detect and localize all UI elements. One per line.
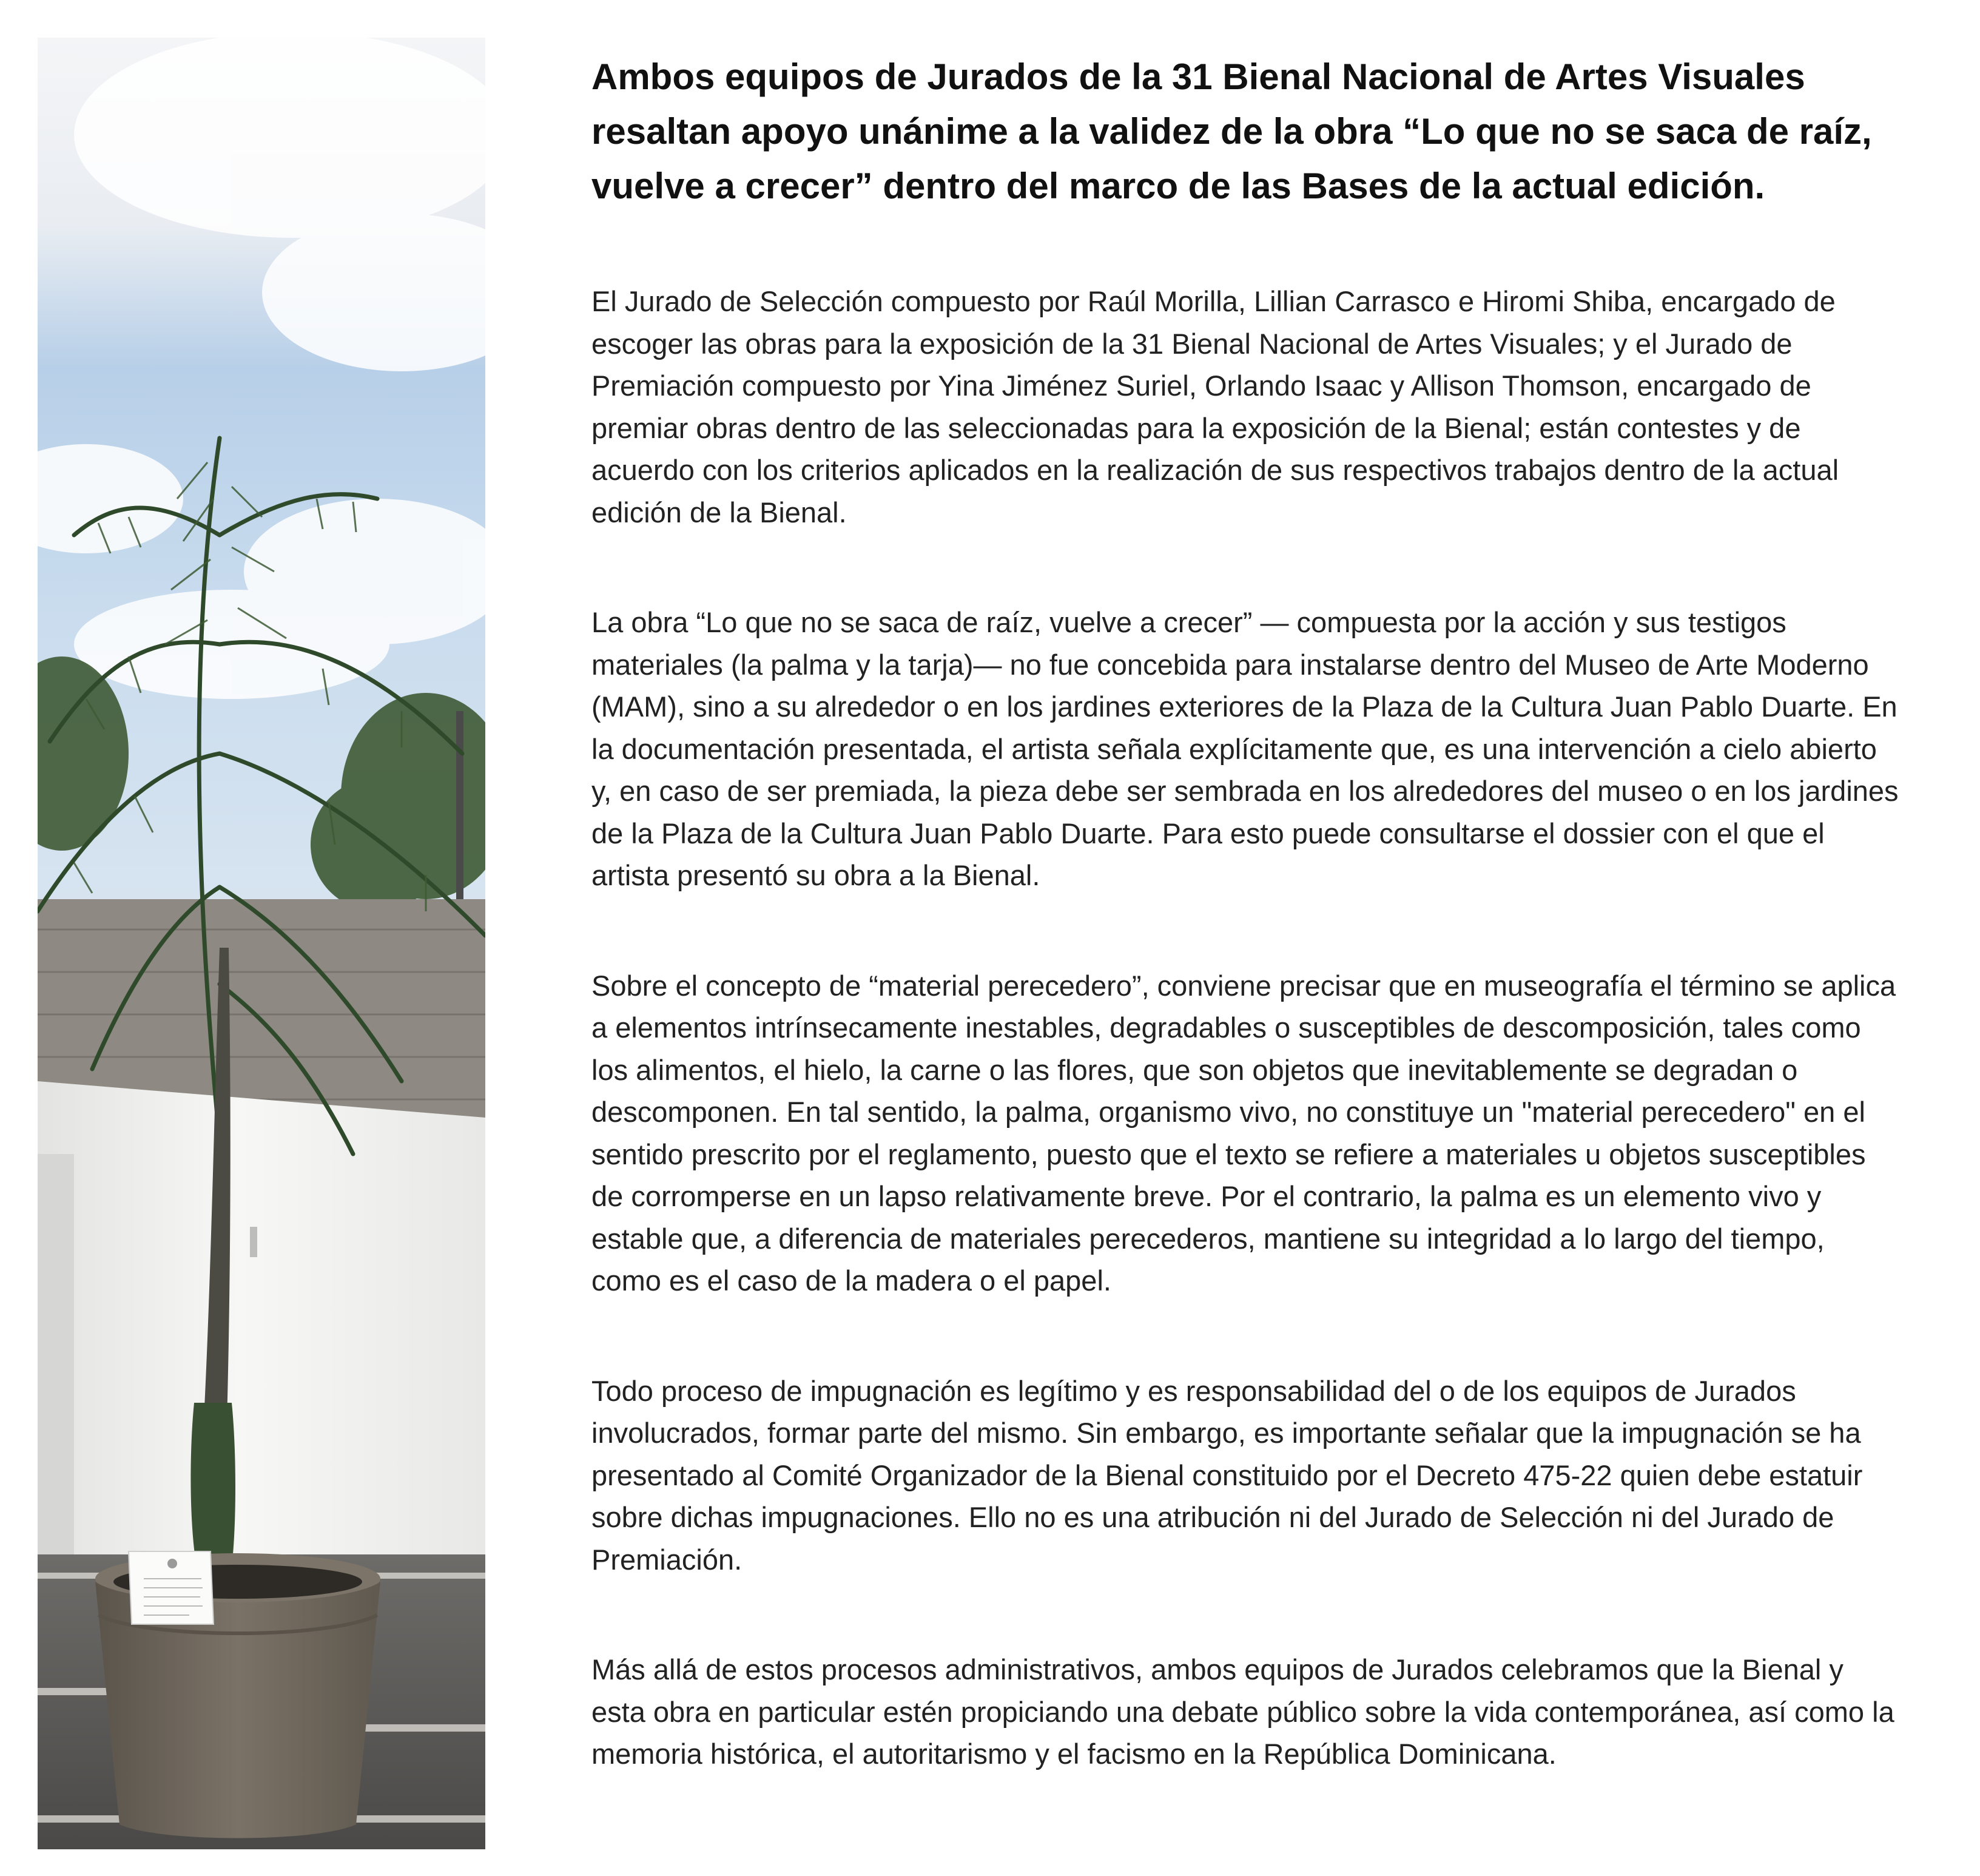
paragraph-material-perecedero: Sobre el concepto de “material perecedero”, conviene precisar que en museografía el término se aplica a elementos intrínsecamente inestables, degradables o susceptibles de descomposición, tales como los alimentos, el hielo, la carne o las flores, que son objetos que inevitablemente se degradan o descomponen. En tal sentido, la palma, organismo vivo, no constituye un "material perecedero" en el sentido prescrito por el reglamento, puesto que el texto se refiere a materiales u objetos susceptibles de corromperse en un lapso relativamente breve. Por el contrario, la palma es un elemento vivo y estable que, a diferencia de materiales perecederos, mantiene su integridad a lo largo del tiempo, como es el caso de la madera o el papel. — [591, 969, 1896, 1297]
article — [591, 50, 1902, 1775]
article-headline: Ambos equipos de Jurados de la 31 Bienal Nacional de Artes Visuales resaltan apoyo unánime a la validez de la obra “Lo que no se saca de raíz, vuelve a crecer” dentro del marco de las Bases de la actual edición. — [591, 56, 1872, 206]
paragraph-jurados: El Jurado de Selección compuesto por Raúl Morilla, Lillian Carrasco e Hiromi Shiba, encargado de escoger las obras para la exposición de la 31 Bienal Nacional de Artes Visuales; y el Jurado de Premiación compuesto por Yina Jiménez Suriel, Orlando Isaac y Allison Thomson, encargado de premiar obras dentro de las seleccionadas para la exposición de la Bienal; están contestes y de acuerdo con los criterios aplicados en la realización de sus respectivos trabajos dentro de la actual edición de la Bienal. — [591, 285, 1839, 528]
paragraph-obra: La obra “Lo que no se saca de raíz, vuelve a crecer” — compuesta por la acción y sus testigos materiales (la palma y la tarja)— no fue concebida para instalarse dentro del Museo de Arte Moderno (MAM), sino a su alrededor o en los jardines exteriores de la Plaza de la Cultura Juan Pablo Duarte. En la documentación presentada, el artista señala explícitamente que, es una intervención a cielo abierto y, en caso de ser premiada, la pieza debe ser sembrada en los alrededores del museo o en los jardines de la Plaza de la Cultura Juan Pablo Duarte. Para esto puede consultarse el dossier con el que el artista presentó su obra a la Bienal. — [591, 606, 1899, 891]
palm-illustration — [38, 38, 485, 1849]
paragraph-impugnacion: Todo proceso de impugnación es legítimo y es responsabilidad del o de los equipos de Jurados involucrados, formar parte del mismo. Sin embargo, es importante señalar que la impugnación se ha presentado al Comité Organizador de la Bienal constituido por el Decreto 475-22 quien debe estatuir sobre dichas impugnaciones. Ello no es una atribución ni del Jurado de Selección ni del Jurado de Premiación. — [591, 1374, 1863, 1576]
paragraph-debate: Más allá de estos procesos administrativos, ambos equipos de Jurados celebramos que la Bienal y esta obra en particular estén propiciando una debate público sobre la vida contemporánea, así como la memoria histórica, el autoritarismo y el facismo en la República Dominicana. — [591, 1653, 1894, 1770]
lamp-post — [456, 711, 463, 911]
palm-photo — [38, 38, 485, 1849]
white-wall — [38, 1081, 485, 1573]
